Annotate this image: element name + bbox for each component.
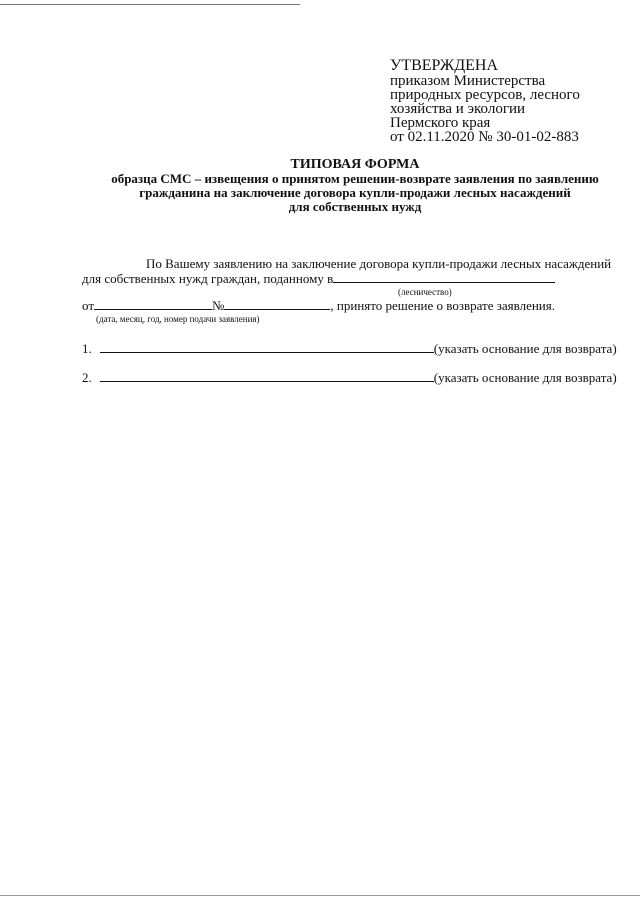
approval-line: Пермского края	[390, 115, 491, 131]
decision-line	[82, 298, 555, 314]
scan-edge-top	[0, 4, 300, 5]
reason-row-2	[82, 370, 617, 386]
date-caption: (дата, месяц, год, номер подачи заявления)	[96, 314, 260, 324]
form-title-main: ТИПОВАЯ ФОРМА	[290, 157, 420, 172]
number-field[interactable]	[224, 298, 330, 310]
date-field[interactable]	[94, 298, 212, 310]
number-label: №	[212, 298, 225, 313]
reason-field-1[interactable]	[100, 341, 434, 353]
forestry-field[interactable]	[333, 271, 555, 283]
paragraph-line-2	[82, 271, 555, 287]
from-label: от	[82, 298, 95, 313]
reason-hint: (указать основание для возврата)	[433, 341, 617, 356]
scan-edge-bottom	[0, 895, 640, 896]
approval-line: приказом Министерства	[390, 73, 546, 89]
reason-field-2[interactable]	[100, 370, 434, 382]
paragraph-text: для собственных нужд граждан, поданному в	[82, 271, 334, 286]
approval-line: природных ресурсов, лесного	[390, 87, 580, 103]
form-title-subtitle: образца СМС – извещения о принятом решении-возврате заявления по заявлению	[111, 171, 599, 186]
form-title	[70, 158, 640, 214]
reason-row-1	[82, 341, 617, 357]
forestry-caption: (лесничество)	[398, 287, 452, 297]
reason-number: 1.	[82, 341, 92, 356]
approval-heading: УТВЕРЖДЕНА	[390, 57, 499, 74]
paragraph-line-1: По Вашему заявлению на заключение договора купли-продажи лесных насаждений	[146, 256, 612, 271]
approval-line: от 02.11.2020 № 30-01-02-883	[390, 129, 579, 145]
approval-line: хозяйства и экологии	[390, 101, 526, 117]
reason-hint: (указать основание для возврата)	[433, 370, 617, 385]
reason-number: 2.	[82, 370, 92, 385]
form-title-subtitle: для собственных нужд	[288, 199, 422, 214]
form-title-subtitle: гражданина на заключение договора купли-продажи лесных насаждений	[139, 185, 571, 200]
approval-stamp	[390, 58, 630, 144]
decision-text: , принято решение о возврате заявления.	[330, 298, 555, 313]
